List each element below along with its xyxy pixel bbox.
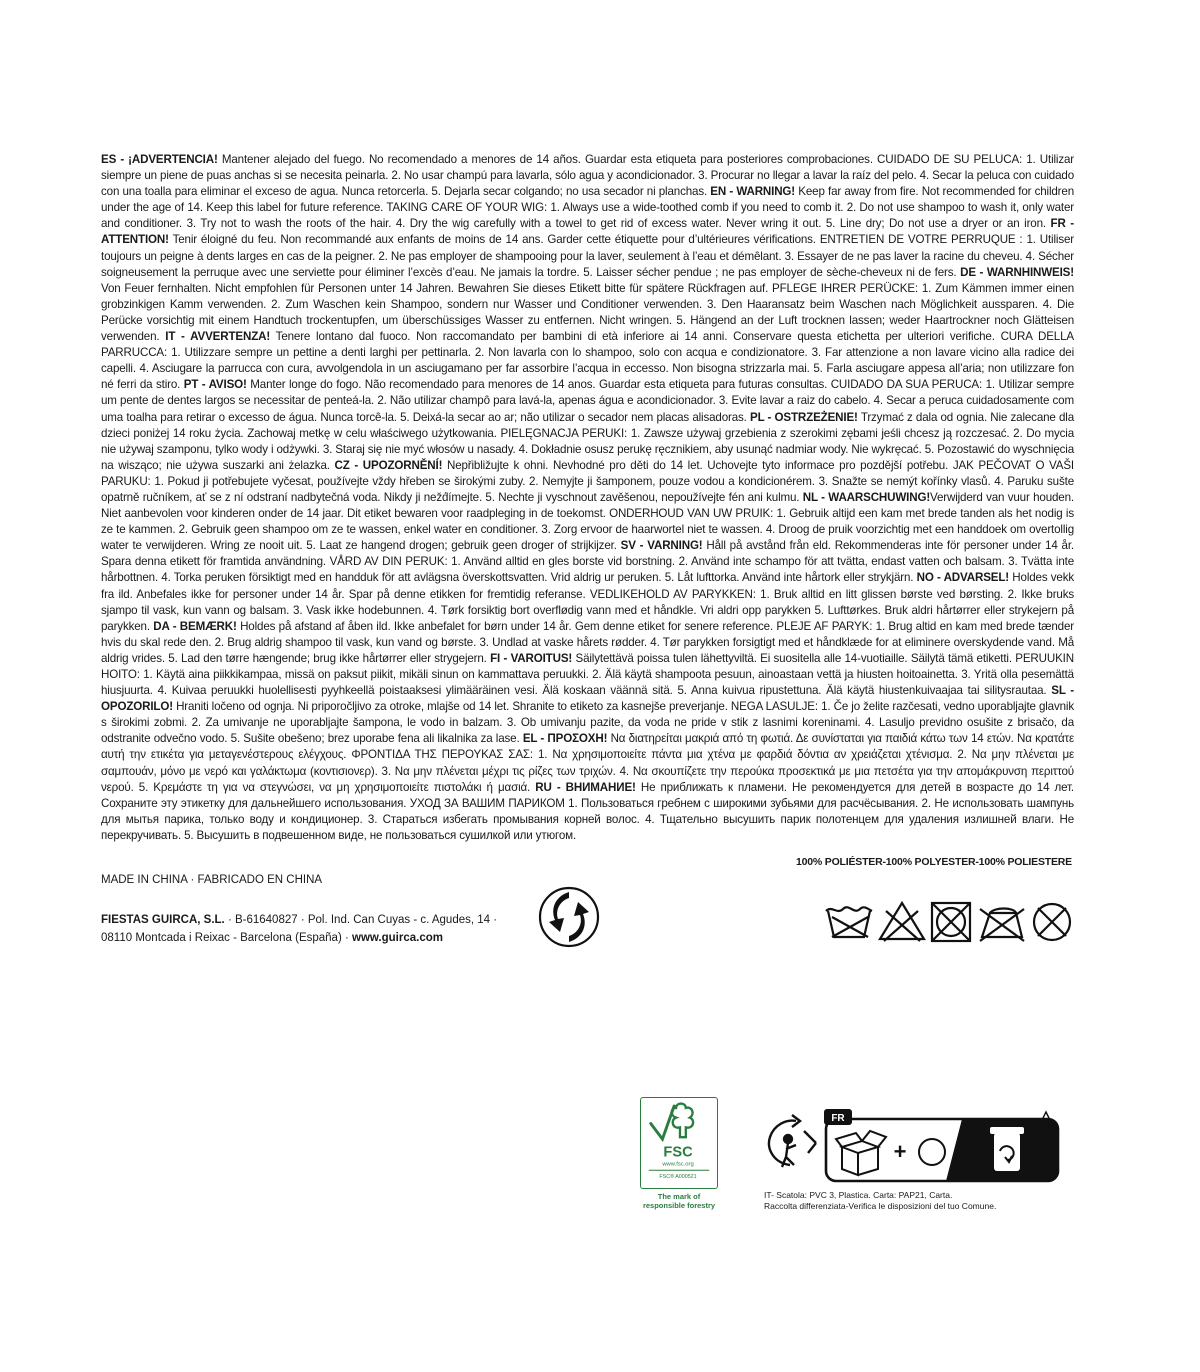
fsc-tree-check-icon — [641, 1098, 717, 1188]
svg-text:PAP: PAP — [1041, 1137, 1051, 1143]
warning-heading: PL - OSTRZEŻENIE! — [750, 410, 858, 424]
warning-heading: IT - AVVERTENZA! — [165, 330, 271, 344]
warning-body: Hraniti ločeno od ognja. Ni priporočljivo za otroke, mlajše od 14 let. Shranite to etiketo za kasnejše preverjanje. NEGA LASULJE: 1. Če jo želite razčesati, vedno uporabljajte glavnik s širokimi zobmi. 2. Za umivanje ne uporabljajte šampona, le vodo in balzam. 3. Ob umivanju pazite, da voda ne pride v stik z lasnimi koreninami. 4. Lasuljo previdno osušite z brisačo, da odstranite odvečno vodo. 5. Sušite obešeno; brez uporabe fena ali likalnika za lase. — [101, 700, 1074, 746]
warning-body: Säilytettävä poissa tulen lähettyviltä. Ei suositella alle 14-vuotiaille. Säilytä tämä etiketti. PERUUKIN HOITO: 1. Käytä aina piikkikampaa, missä on paksut piikit, mikäli sinun on kammattava peruukki. 2. Älä käytä shampoota pesuun, ainoastaan vettä ja hiusten hoitoainetta. 3. Yritä olla pesemättä hiusjuurta. 4. Kuivaa peruukki huolellisesti pyyhkeellä poistaaksesi ylimääräinen vesi. Älä koskaan väännä sitä. 5. Anna kuivua ripustettuna. Älä käytä hiustenkuivaajaa tai silitysrautaa. — [101, 651, 1074, 698]
warning-body: Trzymać z dala od ognia. Nie zalecane dla dzieci poniżej 14 roku życia. Zachowaj metkę w celu właściwego użytkowania. PIELĘGNACJA PERUKI: 1. Zawsze używaj grzebienia z szerokimi zębami jeśli chcesz ją rozczesać. 2. Do mycia nie używaj szamponu, tylko wody i odżywki. 3. Staraj się nie myć włosów u nasady. 4. Dokładnie osusz perukę ręcznikiem, aby usunąć nadmiar wody. Nie wykręcać. 5. Pozostawić do wyschnięcia na wisząco; nie używa suszarki ani żelazka. — [101, 410, 1074, 472]
warning-body: Von Feuer fernhalten. Nicht empfohlen für Personen unter 14 Jahren. Bewahren Sie dieses Etikett bitte für spätere Rückfragen auf. PFLEGE IHRER PERÜCKE: 1. Zum Kämmen immer einen grobzinkigen Kamm verwenden. 2. Zum Waschen kein Shampoo, sondern nur Wasser und Conditioner verwenden. 3. Den Haaransatz beim Waschen nach Möglichkeit aussparen. 4. Die Perücke vorsichtig mit einem Handtuch trockentupfen, um überschüssiges Wasser zu entfernen. Nicht wringen. 5. Hängend an der Luft trocknen lassen; weder Haartrockner noch Glätteisen verwenden. — [101, 281, 1074, 344]
warning-body: Не приближать к пламени. Не рекомендуется для детей в возрасте до 14 лет. Сохраните эту этикетку для дальнейшего использования. УХОД ЗА ВАШИМ ПАРИКОМ 1. Пользоваться гребнем с широкими зубьями для расчёсывания. 2. Не использовать шампунь для мытья парика, только воду и кондиционер. 3. Стараться избегать промывания корней волос. 4. Тщательно высушить парик полотенцем для удаления излишней влаги. Не перекручивать. 5. Высушить в подвешенном виде, не пользоваться сушилкой или утюгом. — [101, 780, 1074, 842]
company-address — [101, 911, 497, 947]
warning-body: Håll på avstånd från eld. Rekommenderas inte för personer under 14 år. Spara denna etikett för framtida användning. VÅRD AV DIN PERUK: 1. Använd alltid en gles borste vid borstning. 2. Använd inte schampo för att tvätta, endast vatten och balsam. 3. Tvätta inte hårbottnen. 4. Torka peruken försiktigt med en handduk för att avlägsna överskottsvatten. Vrid aldrig ur peruken. 5. Låt lufttorka. Använd inte hårtork eller strykjärn. — [101, 539, 1074, 585]
company-website: www.guirca.com — [352, 932, 443, 944]
warning-text-block — [101, 152, 1074, 844]
warning-body: Manter longe do fogo. Não recomendado para menores de 14 anos. Guardar esta etiqueta para futuras consultas. CUIDADO DA SUA PERUCA: 1. Utilizar sempre um pente de dentes largos se necessitar de penteá-la. 2. Não utilizar champô para lavá-la, apenas água e acondicionador. 3. Evite lavar a raiz do cabelo. 4. Secar a peruca cuidadosamente com uma toalha para retirar o excesso de água. Nunca torcê-la. 5. Deixá-la secar ao ar; não utilizar o secador nem placas alisadoras. — [101, 378, 1074, 424]
svg-text:21: 21 — [1042, 1124, 1050, 1131]
recycling-note-line1: IT- Scatola: PVC 3, Plastica. Carta: PAP21, Carta. — [764, 1190, 953, 1200]
no-bleach-icon — [880, 903, 924, 941]
fsc-code: FSC® A000521 — [659, 1174, 697, 1181]
svg-text:PVC: PVC — [1040, 1177, 1052, 1183]
svg-text:3: 3 — [1043, 1162, 1049, 1171]
fsc-url: www.fsc.org — [662, 1161, 694, 1168]
fsc-tagline-2: responsible forestry — [642, 1201, 716, 1210]
warning-body: Holdes på afstand af åben ild. Ikke anbefalet for børn under 14 år. Gem denne etiket for senere reference. PLEJE AF PARYK: 1. Brug altid en kam med brede tænder hvis du skal rede den. 2. Brug aldrig shampoo til vask, kun vand og børste. 3. Undlad at vaske hårets rødder. 4. Tør parykken forsigtigt med et håndklæde for at eliminere overskydende vand. Må aldrig vrides. 5. Lad den tørre hængende; brug ikke hårtørrer eller strygejern. — [101, 619, 1074, 665]
company-name: FIESTAS GUIRCA, S.L. — [101, 914, 225, 926]
warning-body: Tenere lontano dal fuoco. Non raccomandato per bambini di età inferiore ai 14 anni. Conservare questa etichetta per ulteriori verifiche. CURA DELLA PARRUCCA: 1. Utilizzare sempre un pettine a denti larghi per pettinarla. 2. Non lavarla con lo shampoo, solo con acqua e condizionatore. 3. Far attenzione a non lavare vicino alla radice dei capelli. 4. Asciugare la parrucca con cura, avvolgendola in un asciugamano per far assorbire l’acqua in eccesso. Non bisogna strizzarla mai. 5. Farla asciugare appesa all’aria; non utilizzare fon né ferri da stiro. — [101, 330, 1074, 392]
warning-body: Nepřibližujte k ohni. Nevhodné pro děti do 14 let. Uchovejte tyto informace pro pozdější potřebu. JAK PEČOVAT O VAŠI PARUKU: 1. Pokud ji potřebujete vyčesat, používejte vždy hřeben se širokými zuby. 2. Nemyjte ji šamponem, pouze vodou a kondicionérem. 3. Snažte se nemýt kořínky vlasů. 4. Paruku sušte opatrně ručníkem, ať se z ní odstraní nadbytečná voda. Nikdy ji nežd́ímejte. 5. Nechte ji vyschnout zavěšenou, nepoužívejte fén ani kulmu. — [101, 458, 1075, 504]
triman-icon — [769, 1115, 816, 1167]
plus-sign: + — [893, 1139, 907, 1164]
no-tumble-dry-icon — [932, 903, 970, 941]
warning-body: Verwijderd van vuur houden. Niet aanbevolen voor kinderen onder de 14 jaar. Dit etiket bewaren voor raadpleging in de toekomst. ONDERHOUD VAN UW PRUIK: 1. Gebruik altijd een kam met brede tanden als het nodig is ze te kammen. 2. Gebruik geen shampoo om ze te wassen, enkel water en conditioner. 3. Zorg ervoor de haarwortel niet te wassen. 4. Droog de pruik voorzichtig met een handdoek om overtollig water te verwijderen. Wring ze nooit uit. 5. Laat ze hangend drogen; gebruik geen droger of strijkijzer. — [101, 490, 1074, 553]
composition-label: 100% POLIÉSTER-100% POLYESTER-100% POLIESTERE — [796, 856, 1072, 868]
fsc-badge — [640, 1097, 718, 1189]
warning-heading: PT - AVISO! — [183, 378, 247, 392]
warning-heading: NO - ADVARSEL! — [916, 571, 1010, 585]
recycling-note — [764, 1190, 996, 1212]
no-dry-clean-icon — [1034, 904, 1070, 940]
pap-21-recycling-icon — [1034, 1110, 1058, 1144]
recycling-bin-icon — [990, 1127, 1024, 1171]
warning-heading: FR - ATTENTION! — [101, 217, 1075, 247]
warning-body: Tenir éloigné du feu. Non recommandé aux enfants de moins de 14 ans. Garder cette étiquette pour d’ultérieures vérifications. ENTRETIEN DE VOTRE PERRUQUE : 1. Utiliser toujours un peigne à dents larges en cas de la peigner. 2. Ne pas employer de shampooing pour la laver, seulement à l’eau et démêlant. 3. Essayer de ne pas laver la racine du cheveu. 4. Sécher soigneusement la perruque avec une serviette pour éliminer l’excès d’eau. Ne jamais la tordre. 5. Laisser sécher pendue ; ne pas employer de sèche-cheveux ni de fers. — [101, 233, 1074, 279]
warning-heading: NL - WAARSCHUWING! — [802, 490, 931, 504]
fsc-tagline — [636, 1192, 722, 1210]
warning-heading: SL - OPOZORILO! — [101, 684, 1074, 714]
warning-body: Holdes vekk fra ild. Anbefales ikke for personer under 14 år. Spar på denne etikken for fremtidig referanse. VEDLIKEHOLD AV PARYKKEN: 1. Bruk alltid en litt glissen børste ved børsting. 2. Ikke bruks sjampo til vask, kun vann og balsam. 3. Vask ikke hodebunnen. 4. Tørk forsiktig bort overflødig vann med et håndkle. Vri aldri opp parykken 5. Lufttørkes. Bruk aldri hårtørrer eller strykejern på parykken. — [101, 571, 1075, 633]
pvc-3-recycling-icon — [1034, 1150, 1058, 1184]
warning-heading: EN - WARNING! — [710, 185, 796, 199]
warning-heading: SV - VARNING! — [620, 539, 703, 553]
company-address-line2: 08110 Montcada i Reixac - Barcelona (España) · — [101, 932, 353, 944]
warning-heading: ES - ¡ADVERTENCIA! — [101, 153, 218, 166]
warning-heading: DA - BEMÆRK! — [153, 619, 237, 633]
recycling-info-graphic — [762, 1107, 1060, 1185]
company-address-line1: · B-61640827 · Pol. Ind. Can Cuyas - c. Agudes, 14 · — [224, 914, 498, 926]
country-tag: FR — [831, 1113, 845, 1124]
warning-heading: DE - WARNHINWEIS! — [960, 265, 1074, 279]
warning-body: Mantener alejado del fuego. No recomendado a menores de 14 años. Guardar esta etiqueta para posteriores comprobaciones. CUIDADO DE SU PELUCA: 1. Utilizar siempre un piene de puas anchas si se necesita peinarla. 2. No usar champú para lavarla, sólo agua y acondicionador. 3. Procurar no llegar a lavar la raíz del pelo. 4. Secar la peluca con cuidado con una toalla para eliminar el exceso de agua. Nunca retorcerla. 5. Dejarla secar colgando; no usa secador ni planchas. — [101, 153, 1075, 199]
green-dot-recycling-icon — [538, 886, 600, 948]
warning-heading: EL - ΠΡΟΣΟΧΗ! — [522, 732, 608, 746]
care-symbols — [824, 899, 1076, 943]
fsc-logo-text: FSC — [663, 1144, 693, 1161]
warning-body: Keep far away from fire. Not recommended for children under the age of 14. Keep this label for future reference. TAKING CARE OF YOUR WIG: 1. Always use a wide-toothed comb if you need to comb it. 2. Do not use shampoo to wash it, only water and conditioner. 3. Try not to wash the roots of the hair. 4. Dry the wig carefully with a towel to get rid of excess water. Never wring it out. 5. Line dry; Do not use a dryer or an iron. — [101, 185, 1074, 231]
fsc-tagline-1: The mark of — [657, 1192, 701, 1201]
made-in-label: MADE IN CHINA · FABRICADO EN CHINA — [101, 874, 323, 886]
warning-body: Να διατηρείται μακριά από τη φωτιά. Δε συνίσταται για παιδιά κάτω των 14 ετών. Να κρατάτε αυτή την ετικέτα για μεταγενέστερους ελέγχους. ΦΡΟΝΤΙΔΑ ΤΗΣ ΠΕΡΟΥΚΑΣ ΣΑΣ: 1. Να χρησιμοποιείτε πάντα μια χτένα με φαρδιά δόντια αν χρειάζεται χτένισμα. 2. Να μην πλένεται με σαμπουάν, μόνο με νερό και γαλάκτωμα (κοντισιονερ). 3. Να μην πλένεται μέχρι τις ρίζες των τριχών. 4. Να σκουπίζετε την περούκα προσεκτικά με μια πετσέτα για την απομάκρυνση περιττού νερού. 5. Κρεμάστε τη για να στεγνώσει, να μη χρησιμοποιείτε πιστολάκι ή μασιά. — [101, 732, 1074, 794]
warning-heading: RU - ВНИМАНИЕ! — [535, 780, 636, 794]
recycling-note-line2: Raccolta differenziata-Verifica le disposizioni del tuo Comune. — [764, 1201, 997, 1211]
no-iron-icon — [980, 909, 1024, 942]
warning-heading: FI - VAROITUS! — [490, 651, 573, 665]
wash-40-icon — [826, 907, 872, 937]
warning-heading: CZ - UPOZORNĚNÍ! — [334, 458, 443, 472]
